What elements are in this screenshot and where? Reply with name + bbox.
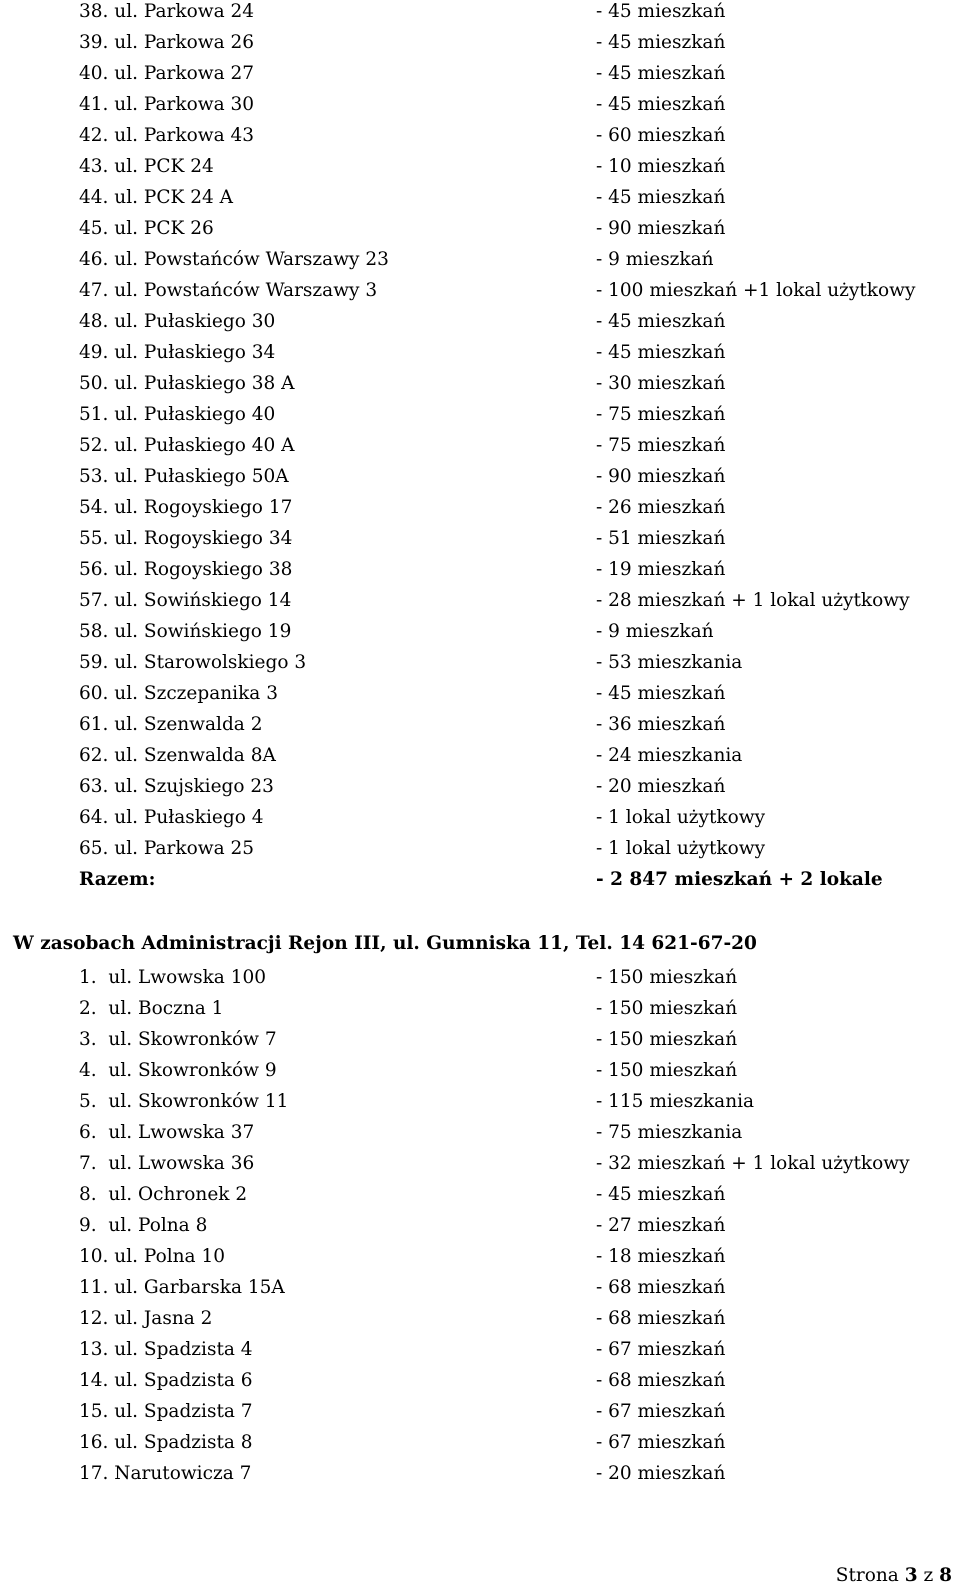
apartment-count: - 53 mieszkania (596, 652, 743, 673)
total-value: - 2 847 mieszkań + 2 lokale (596, 869, 883, 890)
address-text: 5. ul. Skowronków 11 (79, 1091, 289, 1112)
apartment-count: - 68 mieszkań (596, 1370, 726, 1391)
address-text: 50. ul. Pułaskiego 38 A (79, 373, 295, 394)
list-item (79, 1458, 949, 1489)
address-text: 2. ul. Boczna 1 (79, 998, 224, 1019)
apartment-count: - 60 mieszkań (596, 125, 726, 146)
list-item (79, 244, 949, 275)
apartment-count: - 90 mieszkań (596, 218, 726, 239)
apartment-count: - 67 mieszkań (596, 1432, 726, 1453)
apartment-count: - 45 mieszkań (596, 63, 726, 84)
address-text: 7. ul. Lwowska 36 (79, 1153, 255, 1174)
list-item (79, 962, 949, 993)
apartment-count: - 75 mieszkań (596, 435, 726, 456)
list-item (79, 678, 949, 709)
address-text: 60. ul. Szczepanika 3 (79, 683, 278, 704)
apartment-count: - 68 mieszkań (596, 1277, 726, 1298)
list-item (79, 213, 949, 244)
apartment-count: - 115 mieszkania (596, 1091, 755, 1112)
apartment-count: - 150 mieszkań (596, 967, 738, 988)
apartment-count: - 28 mieszkań + 1 lokal użytkowy (596, 590, 910, 611)
apartment-count: - 1 lokal użytkowy (596, 807, 766, 828)
address-text: 49. ul. Pułaskiego 34 (79, 342, 276, 363)
list-item (79, 1334, 949, 1365)
address-text: 11. ul. Garbarska 15A (79, 1277, 285, 1298)
address-text: 59. ul. Starowolskiego 3 (79, 652, 307, 673)
list-item (79, 1024, 949, 1055)
address-text: 40. ul. Parkowa 27 (79, 63, 255, 84)
address-text: 51. ul. Pułaskiego 40 (79, 404, 276, 425)
apartment-count: - 45 mieszkań (596, 311, 726, 332)
address-text: 16. ul. Spadzista 8 (79, 1432, 253, 1453)
list-item (79, 1179, 949, 1210)
address-text: 56. ul. Rogoyskiego 38 (79, 559, 293, 580)
address-text: 42. ul. Parkowa 43 (79, 125, 255, 146)
current-page: 3 (904, 1565, 918, 1586)
total-row (79, 864, 949, 895)
list-item (79, 1117, 949, 1148)
address-text: 10. ul. Polna 10 (79, 1246, 226, 1267)
page-of: z (923, 1565, 934, 1586)
list-item (79, 120, 949, 151)
list-item (79, 1365, 949, 1396)
total-pages: 8 (939, 1565, 952, 1586)
apartment-count: - 27 mieszkań (596, 1215, 726, 1236)
list-item (79, 182, 949, 213)
apartment-count: - 45 mieszkań (596, 187, 726, 208)
address-text: 58. ul. Sowińskiego 19 (79, 621, 292, 642)
list-item (79, 27, 949, 58)
address-text: 1. ul. Lwowska 100 (79, 967, 267, 988)
list-item (79, 554, 949, 585)
page-footer (836, 1565, 952, 1586)
address-text: 62. ul. Szenwalda 8A (79, 745, 276, 766)
apartment-count: - 75 mieszkań (596, 404, 726, 425)
address-text: 8. ul. Ochronek 2 (79, 1184, 248, 1205)
list-item (79, 523, 949, 554)
apartment-count: - 45 mieszkań (596, 1184, 726, 1205)
apartment-count: - 90 mieszkań (596, 466, 726, 487)
list-item (79, 647, 949, 678)
list-item (79, 1086, 949, 1117)
address-text: 63. ul. Szujskiego 23 (79, 776, 274, 797)
list-item (79, 802, 949, 833)
apartment-count: - 19 mieszkań (596, 559, 726, 580)
list-item (79, 585, 949, 616)
apartment-count: - 150 mieszkań (596, 998, 738, 1019)
list-item (79, 275, 949, 306)
list-item (79, 1396, 949, 1427)
apartment-count: - 45 mieszkań (596, 1, 726, 22)
address-list-part-1 (79, 0, 949, 895)
list-item (79, 399, 949, 430)
list-item (79, 709, 949, 740)
address-text: 3. ul. Skowronków 7 (79, 1029, 277, 1050)
address-text: 6. ul. Lwowska 37 (79, 1122, 255, 1143)
address-text: 55. ul. Rogoyskiego 34 (79, 528, 293, 549)
list-item (79, 1303, 949, 1334)
apartment-count: - 150 mieszkań (596, 1029, 738, 1050)
apartment-count: - 9 mieszkań (596, 249, 714, 270)
apartment-count: - 1 lokal użytkowy (596, 838, 766, 859)
address-text: 64. ul. Pułaskiego 4 (79, 807, 264, 828)
list-item (79, 0, 949, 27)
list-item (79, 337, 949, 368)
list-item (79, 993, 949, 1024)
address-text: 4. ul. Skowronków 9 (79, 1060, 277, 1081)
list-item (79, 151, 949, 182)
apartment-count: - 150 mieszkań (596, 1060, 738, 1081)
apartment-count: - 30 mieszkań (596, 373, 726, 394)
address-text: 46. ul. Powstańców Warszawy 23 (79, 249, 389, 270)
address-text: 41. ul. Parkowa 30 (79, 94, 255, 115)
apartment-count: - 67 mieszkań (596, 1401, 726, 1422)
list-item (79, 1148, 949, 1179)
list-item (79, 740, 949, 771)
address-text: 57. ul. Sowińskiego 14 (79, 590, 292, 611)
list-item (79, 616, 949, 647)
address-text: 47. ul. Powstańców Warszawy 3 (79, 280, 378, 301)
address-text: 39. ul. Parkowa 26 (79, 32, 255, 53)
apartment-count: - 100 mieszkań +1 lokal użytkowy (596, 280, 916, 301)
apartment-count: - 20 mieszkań (596, 1463, 726, 1484)
apartment-count: - 67 mieszkań (596, 1339, 726, 1360)
address-text: 12. ul. Jasna 2 (79, 1308, 213, 1329)
address-text: 38. ul. Parkowa 24 (79, 1, 255, 22)
address-text: 65. ul. Parkowa 25 (79, 838, 255, 859)
list-item (79, 1210, 949, 1241)
apartment-count: - 9 mieszkań (596, 621, 714, 642)
address-list-rejon-iii (79, 962, 949, 1489)
list-item (79, 430, 949, 461)
list-item (79, 1272, 949, 1303)
list-item (79, 1427, 949, 1458)
list-item (79, 306, 949, 337)
section-heading: W zasobach Administracji Rejon III, ul. Gumniska 11, Tel. 14 621-67-20 (13, 933, 757, 954)
list-item (79, 833, 949, 864)
total-label: Razem: (79, 869, 156, 890)
apartment-count: - 20 mieszkań (596, 776, 726, 797)
address-text: 44. ul. PCK 24 A (79, 187, 233, 208)
list-item (79, 461, 949, 492)
address-text: 54. ul. Rogoyskiego 17 (79, 497, 293, 518)
address-text: 14. ul. Spadzista 6 (79, 1370, 253, 1391)
address-text: 52. ul. Pułaskiego 40 A (79, 435, 295, 456)
apartment-count: - 45 mieszkań (596, 683, 726, 704)
address-text: 15. ul. Spadzista 7 (79, 1401, 253, 1422)
address-text: 48. ul. Pułaskiego 30 (79, 311, 276, 332)
list-item (79, 368, 949, 399)
apartment-count: - 24 mieszkania (596, 745, 743, 766)
address-text: 13. ul. Spadzista 4 (79, 1339, 253, 1360)
apartment-count: - 45 mieszkań (596, 342, 726, 363)
list-item (79, 771, 949, 802)
apartment-count: - 51 mieszkań (596, 528, 726, 549)
address-text: 43. ul. PCK 24 (79, 156, 214, 177)
apartment-count: - 26 mieszkań (596, 497, 726, 518)
list-item (79, 492, 949, 523)
page-label: Strona (835, 1565, 899, 1586)
list-item (79, 58, 949, 89)
address-text: 45. ul. PCK 26 (79, 218, 214, 239)
address-text: 61. ul. Szenwalda 2 (79, 714, 263, 735)
apartment-count: - 32 mieszkań + 1 lokal użytkowy (596, 1153, 910, 1174)
list-item (79, 89, 949, 120)
list-item (79, 1241, 949, 1272)
apartment-count: - 10 mieszkań (596, 156, 726, 177)
address-text: 17. Narutowicza 7 (79, 1463, 252, 1484)
apartment-count: - 45 mieszkań (596, 94, 726, 115)
apartment-count: - 68 mieszkań (596, 1308, 726, 1329)
apartment-count: - 18 mieszkań (596, 1246, 726, 1267)
address-text: 53. ul. Pułaskiego 50A (79, 466, 289, 487)
apartment-count: - 36 mieszkań (596, 714, 726, 735)
address-text: 9. ul. Polna 8 (79, 1215, 208, 1236)
apartment-count: - 75 mieszkania (596, 1122, 743, 1143)
apartment-count: - 45 mieszkań (596, 32, 726, 53)
list-item (79, 1055, 949, 1086)
